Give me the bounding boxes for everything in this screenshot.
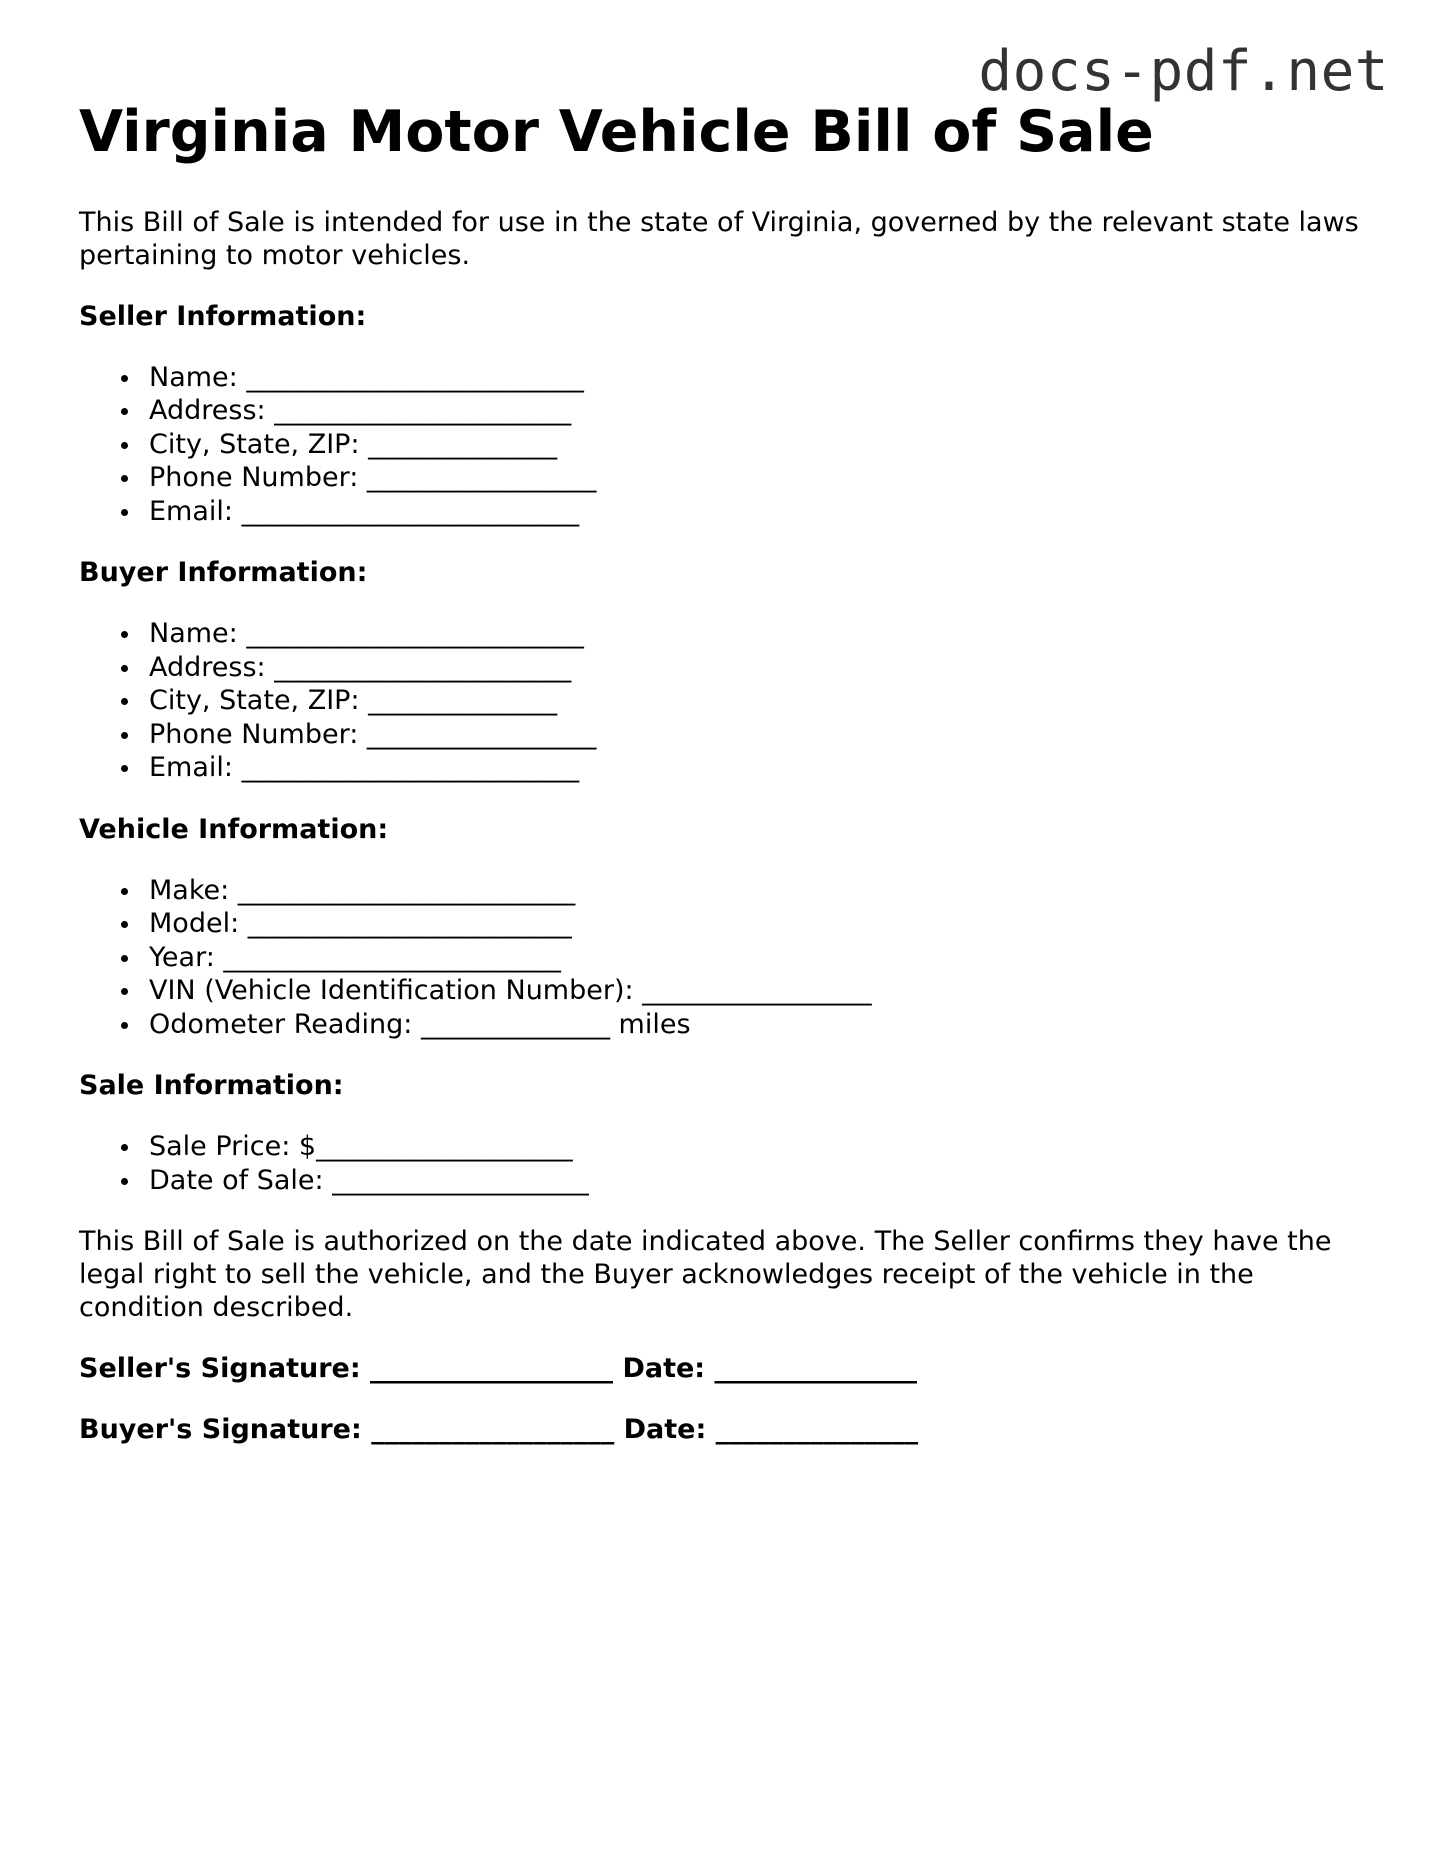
buyer-fields [79,617,1369,785]
closing-paragraph: This Bill of Sale is authorized on the date indicated above. The Seller confirms they have the legal right to sell the vehicle, and the Buyer acknowledges receipt of the vehicle in the condition described. [79,1226,1332,1324]
buyer-email-field: Email: _________________________ [149,751,1369,785]
seller-address-field: Address: ______________________ [149,394,1369,428]
seller-fields [79,361,1369,529]
sale-price-field: Sale Price: $___________________ [149,1130,1369,1164]
vehicle-vin-field: VIN (Vehicle Identification Number): _________________ [149,974,1369,1008]
buyer-city-state-zip-field: City, State, ZIP: ______________ [149,684,1369,718]
vehicle-fields [79,874,1369,1042]
seller-signature-line: Seller's Signature: __________________ Date: _______________ [79,1353,918,1385]
buyer-heading: Buyer Information: [79,557,368,589]
buyer-phone-field: Phone Number: _________________ [149,718,1369,752]
seller-city-state-zip-field: City, State, ZIP: ______________ [149,428,1369,462]
sale-date-field: Date of Sale: ___________________ [149,1164,1369,1198]
sale-fields [79,1130,1369,1197]
vehicle-year-field: Year: _________________________ [149,941,1369,975]
vehicle-odometer-field: Odometer Reading: ______________ miles [149,1008,1369,1042]
document-page [79,100,1369,1446]
vehicle-make-field: Make: _________________________ [149,874,1369,908]
document-title: Virginia Motor Vehicle Bill of Sale [79,99,1154,165]
sale-heading: Sale Information: [79,1070,344,1102]
buyer-name-field: Name: _________________________ [149,617,1369,651]
watermark: docs-pdf.net [978,39,1389,104]
vehicle-model-field: Model: ________________________ [149,907,1369,941]
buyer-signature-line: Buyer's Signature: __________________ Date: _______________ [79,1414,919,1446]
seller-phone-field: Phone Number: _________________ [149,461,1369,495]
seller-name-field: Name: _________________________ [149,361,1369,395]
seller-heading: Seller Information: [79,300,367,332]
intro-paragraph: This Bill of Sale is intended for use in the state of Virginia, governed by the relevant state laws pertaining to motor vehicles. [79,206,1359,271]
buyer-address-field: Address: ______________________ [149,651,1369,685]
vehicle-heading: Vehicle Information: [79,813,389,845]
seller-email-field: Email: _________________________ [149,495,1369,529]
